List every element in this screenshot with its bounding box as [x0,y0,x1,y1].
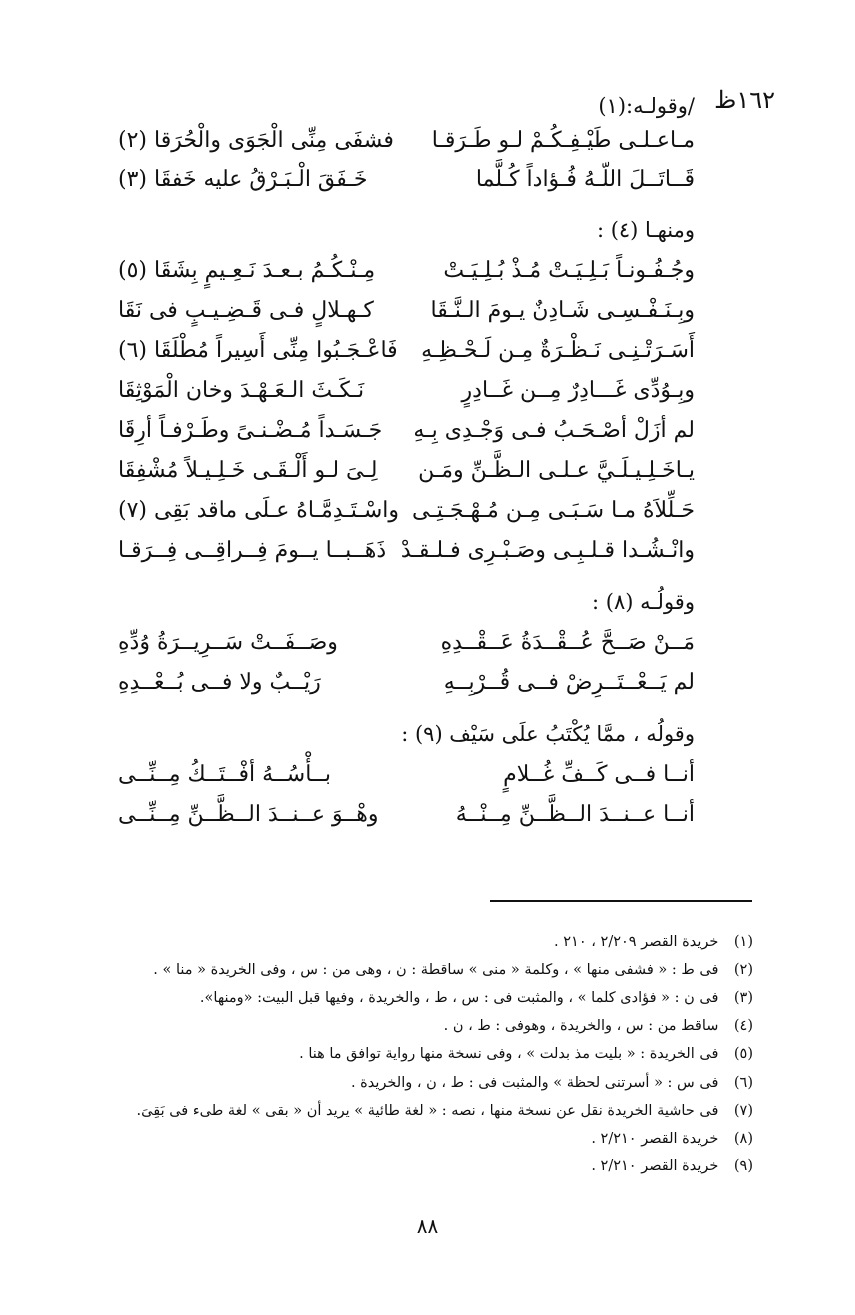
verse-line [118,762,695,802]
footnote-number: (٤) [733,1018,753,1034]
footnote-text: فى س : « أسرتنى لحظة » والمثبت فى : ط ، ن ، والخريدة . [350,1075,719,1091]
footnote-number: (٧) [733,1103,753,1119]
footnote [351,1075,753,1091]
verse-second-hemistich: رَيْــبٌ ولا فــى بُــعْــدِهِ [118,670,321,695]
section-heading: وقولُـه (٨) : [592,590,695,614]
verse-line [118,418,695,458]
verse-line [118,298,695,338]
footnote-text: خريدة القصر ٢/٢١٠ . [591,1158,719,1174]
verse-line [118,498,695,538]
footnote-number: (٦) [733,1075,753,1091]
footnote [591,1158,753,1174]
footnote-text: فى الخريدة : « بليت مذ بدلت » ، وفى نسخة منها رواية توافق ما هنا . [299,1046,719,1062]
verse-first-hemistich: يـاخَـلِـيـلَـيَّ عـلـى الـظَّـنِّ ومَـن [418,458,695,483]
verse-line [118,538,695,578]
footnote-text: خريدة القصر ٢/٢١٠ . [591,1131,719,1147]
footnote-number: (٩) [733,1158,753,1174]
footnote-text: فى ط : « فشفى منها » ، وكلمة « منى » ساقطة : ن ، وهى من : س ، وفى الخريدة « منا » . [153,962,719,978]
verse-second-hemistich: واسْـتَـدِمَّـاهُ عـلَى ماقد بَقِى (٧) [118,498,400,523]
verse-first-hemistich: أنــا فــى كَــفِّ غُــلامٍ [503,762,695,787]
section-heading: /وقولـه:(١) [598,94,695,118]
footnote-number: (٢) [733,962,753,978]
footnote [444,1018,753,1034]
verse-line [118,128,695,168]
verse-second-hemistich: بــأْسُــهُ أفْــتَــكُ مِــنِّــى [118,762,331,787]
verse-first-hemistich: قَــاتَــلَ اللّـهُ فُـؤاداً كُـلَّما [475,167,695,192]
verse-line [118,630,695,670]
verse-line [118,458,695,498]
verse-second-hemistich: نَـكَـثَ الـعَـهْـدَ وخان الْمَوْثِقَا [118,378,365,403]
verse-first-hemistich: وبِـوُدِّى غَـــادِرٌ مِــن غَــادِرٍ [461,378,695,403]
footnote-text: ساقط من : س ، والخريدة ، وهوفى : ط ، ن . [443,1018,719,1034]
footnote-text: فى حاشية الخريدة نقل عن نسخة منها ، نصه : « لغة طائية » يريد أن « بقى » لغة طىء فى بَقِىَ. [136,1103,719,1119]
footnote-text: فى ن : « فؤادى كلما » ، والمثبت فى : س ، ط ، والخريدة ، وفيها قبل البيت: «ومنها». [199,990,719,1006]
verse-second-hemistich: ذَهَــبــا يــومَ فِــراقِــى فِــرَقـا [118,538,387,563]
page-number: ٨٨ [416,1214,439,1238]
verse-first-hemistich: وبِـنَـفْـسِـى شَـادِنٌ يـومَ الـنَّـقَا [430,298,695,323]
footnote-separator [490,900,752,902]
footnote [299,1046,753,1062]
section-heading: ومنهـا (٤) : [596,218,695,242]
verse-first-hemistich: أَسَـرَتْـنِـى نَـظْـرَةٌ مِـن لَـحْـظِـهِ [421,338,695,363]
verse-second-hemistich: خَـفَقَ الْـبَـرْقُ عليه خَفقَا (٣) [118,167,368,192]
footnote [153,962,753,978]
verse-second-hemistich: كـهـلالٍ فـى قَـضِـيـبٍ فى نَقَا [118,298,374,323]
verse-first-hemistich: وانْـشُـدا قـلـبِـى وصَـبْـرِى فـلـقـدْ [400,538,695,563]
verse-first-hemistich: لم أزَلْ أصْـحَـبُ فـى وَجْـدِى بِـهِ [413,418,695,443]
verse-second-hemistich: جَـسَـداً مُـضْـنـىً وطَـرْفـاً أرِقَا [118,418,383,443]
footnote-number: (١) [733,934,753,950]
verse-first-hemistich: مَــنْ صَــحَّ عُــقْــدَةُ عَــقْــدِهِ [440,630,695,655]
footnote [554,934,753,950]
manuscript-folio-marker: ١٦٢ظ [714,86,775,114]
footnote-text: خريدة القصر ٢/٢٠٩ ، ٢١٠ . [554,934,719,950]
verse-first-hemistich: حَـلِّلاَهُ مـا سَـبَـى مِـن مُـهْـجَـتِـى [411,498,695,523]
verse-second-hemistich: لِـىَ لـو أَلْـقَـى خَـلِـيـلاً مُشْفِقَا [118,458,378,483]
verse-line [118,802,695,842]
verse-second-hemistich: فَاعْـجَـبُوا مِنِّى أَسِيراً مُطْلَقَا (٦) [118,338,398,363]
footnote-number: (٣) [733,990,753,1006]
verse-line [118,378,695,418]
footnote [200,990,753,1006]
verse-first-hemistich: مـاعـلـى طَيْـفِـكُـمْ لـو طَـرَقـا [431,128,695,153]
verse-line [118,338,695,378]
verse-first-hemistich: لم يَــعْــتَــرِضْ فــى قُــرْبِــهِ [443,670,695,695]
verse-second-hemistich: مِـنْـكُـمُ بـعـدَ نَـعِـيمٍ بِشَقَا (٥) [118,258,376,283]
section-heading: وقولُه ، ممَّا يُكْتَبُ علَى سَيْف (٩) : [401,722,695,746]
footnote [591,1131,753,1147]
footnote-number: (٨) [733,1131,753,1147]
footnote [137,1103,753,1119]
verse-first-hemistich: وجُـفُـونـاً بَـلِـيَـتْ مُـذْ بُـلِـيَـتْ [443,258,695,283]
verse-second-hemistich: فشفَى مِنِّى الْجَوَى والْحُرَقا (٢) [118,128,394,153]
verse-second-hemistich: وصَــفَــتْ سَــرِيــرَةُ وُدِّهِ [118,630,338,655]
verse-first-hemistich: أنــا عــنــدَ الــظَّــنِّ مِــنْــهُ [455,802,695,827]
footnote-number: (٥) [733,1046,753,1062]
verse-line [118,258,695,298]
verse-line [118,167,695,207]
verse-line [118,670,695,710]
verse-second-hemistich: وهْــوَ عــنــدَ الــظَّــنِّ مِــنِّــى [118,802,379,827]
